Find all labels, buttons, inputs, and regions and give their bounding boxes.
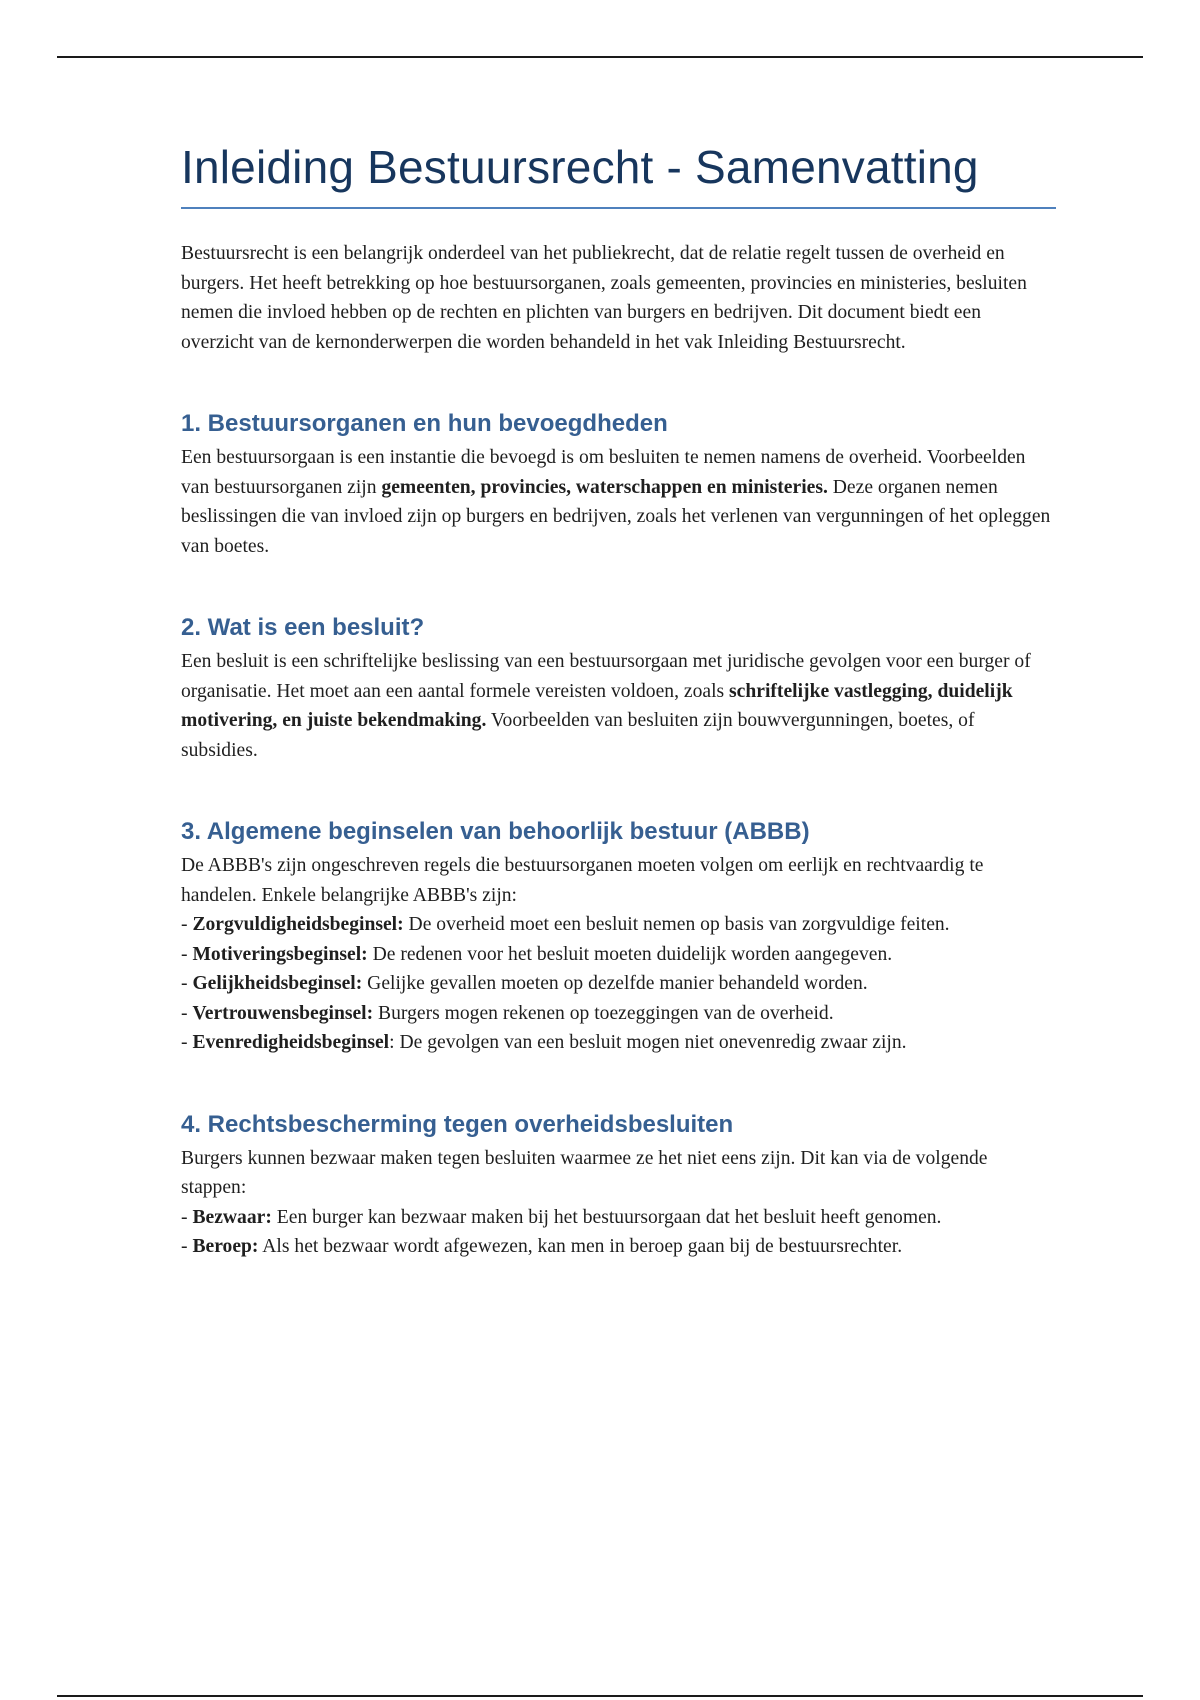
list-bullet: - [181,1002,193,1024]
section-besluit [181,613,1056,765]
list-item [181,969,1056,999]
intro-paragraph: Bestuursrecht is een belangrijk onderdeel van het publiekrecht, dat de relatie regelt tussen de overheid en burgers. Het heeft betrekking op hoe bestuursorganen, zoals gemeenten, provincies en ministeries, besluiten nemen die invloed hebben op de rechten en plichten van burgers en bedrijven. Dit document biedt een overzicht van de kernonderwerpen die worden behandeld in het vak Inleiding Bestuursrecht. [181,243,1027,353]
list-item-term: Vertrouwensbeginsel: [192,1002,374,1024]
list-item-term: Beroep: [192,1236,259,1258]
list-bullet: - [181,1236,193,1258]
section-intro-text: De ABBB's zijn ongeschreven regels die bestuursorganen moeten volgen om eerlijk en rechtvaardig te handelen. Enkele belangrijke ABBB's zijn: [181,855,984,906]
list-item-term: Gelijkheidsbeginsel: [192,973,363,995]
section-abbb [181,817,1056,1058]
paragraph-bold-text: gemeenten, provincies, waterschappen en ministeries. [381,476,828,498]
list-item-term: Motiveringsbeginsel: [192,943,368,965]
list-bullet: - [181,1206,193,1228]
list-item-term: Zorgvuldigheidsbeginsel: [192,914,404,936]
section-intro-text: Burgers kunnen bezwaar maken tegen besluiten waarmee ze het niet eens zijn. Dit kan via de volgende stappen: [181,1147,988,1199]
title-underline [181,207,1056,209]
list-item-description: De redenen voor het besluit moeten duidelijk worden aangegeven. [367,943,893,965]
section-bestuursorganen [181,409,1056,561]
list-bullet: - [181,1032,193,1054]
section-paragraph [181,647,1056,765]
section-heading: 1. Bestuursorganen en hun bevoegdheden [181,410,668,438]
list-bullet: - [181,914,193,936]
document-title: Inleiding Bestuursrecht - Samenvatting [181,141,979,193]
list-item-description: Burgers mogen rekenen op toezeggingen van de overheid. [373,1002,834,1024]
section-heading: 2. Wat is een besluit? [181,614,425,642]
list-item [181,1232,1056,1262]
page-bottom-rule [57,1695,1143,1697]
list-bullet: - [181,973,193,995]
list-item-term: Evenredigheidsbeginsel [192,1032,390,1054]
paragraph-text: Voorbeelden van besluiten zijn bouwvergunningen, boetes, of subsidies. [181,710,975,761]
list-item [181,940,1056,970]
list-item-description: Gelijke gevallen moeten op dezelfde manier behandeld worden. [362,973,868,995]
list-bullet: - [181,943,193,965]
list-item-description: Een burger kan bezwaar maken bij het bestuursorgaan dat het besluit heeft genomen. [271,1206,942,1228]
list-item-term: Bezwaar: [192,1206,272,1228]
section-paragraph [181,851,1056,1058]
paragraph-text: Een bestuursorgaan is een instantie die bevoegd is om besluiten te nemen namens de overheid. Voorbeelden van bestuursorganen zijn [181,447,1026,498]
list-item-description: : De gevolgen van een besluit mogen niet onevenredig zwaar zijn. [389,1032,907,1054]
list-item-description: De overheid moet een besluit nemen op basis van zorgvuldige feiten. [403,914,950,936]
section-rechtsbescherming [181,1110,1056,1262]
section-paragraph [181,443,1056,561]
document-page [181,140,1056,1262]
section-paragraph [181,1144,1056,1262]
page-top-rule [57,56,1143,58]
section-heading: 4. Rechtsbescherming tegen overheidsbesluiten [181,1110,734,1138]
paragraph-bold-text: schriftelijke vastlegging, duidelijk motivering, en juiste bekendmaking. [181,680,1013,732]
list-item-description: Als het bezwaar wordt afgewezen, kan men in beroep gaan bij de bestuursrechter. [258,1236,903,1258]
paragraph-text: Deze organen nemen beslissingen die van invloed zijn op burgers en bedrijven, zoals het verlenen van vergunningen of het opleggen van boetes. [181,476,1051,557]
list-item [181,1028,1056,1058]
list-item [181,910,1056,940]
list-item [181,999,1056,1029]
list-item [181,1203,1056,1233]
section-heading: 3. Algemene beginselen van behoorlijk bestuur (ABBB) [181,818,810,846]
paragraph-text: Een besluit is een schriftelijke beslissing van een bestuursorgaan met juridische gevolgen voor een burger of organisatie. Het moet aan een aantal formele vereisten voldoen, zoals [181,651,1031,702]
